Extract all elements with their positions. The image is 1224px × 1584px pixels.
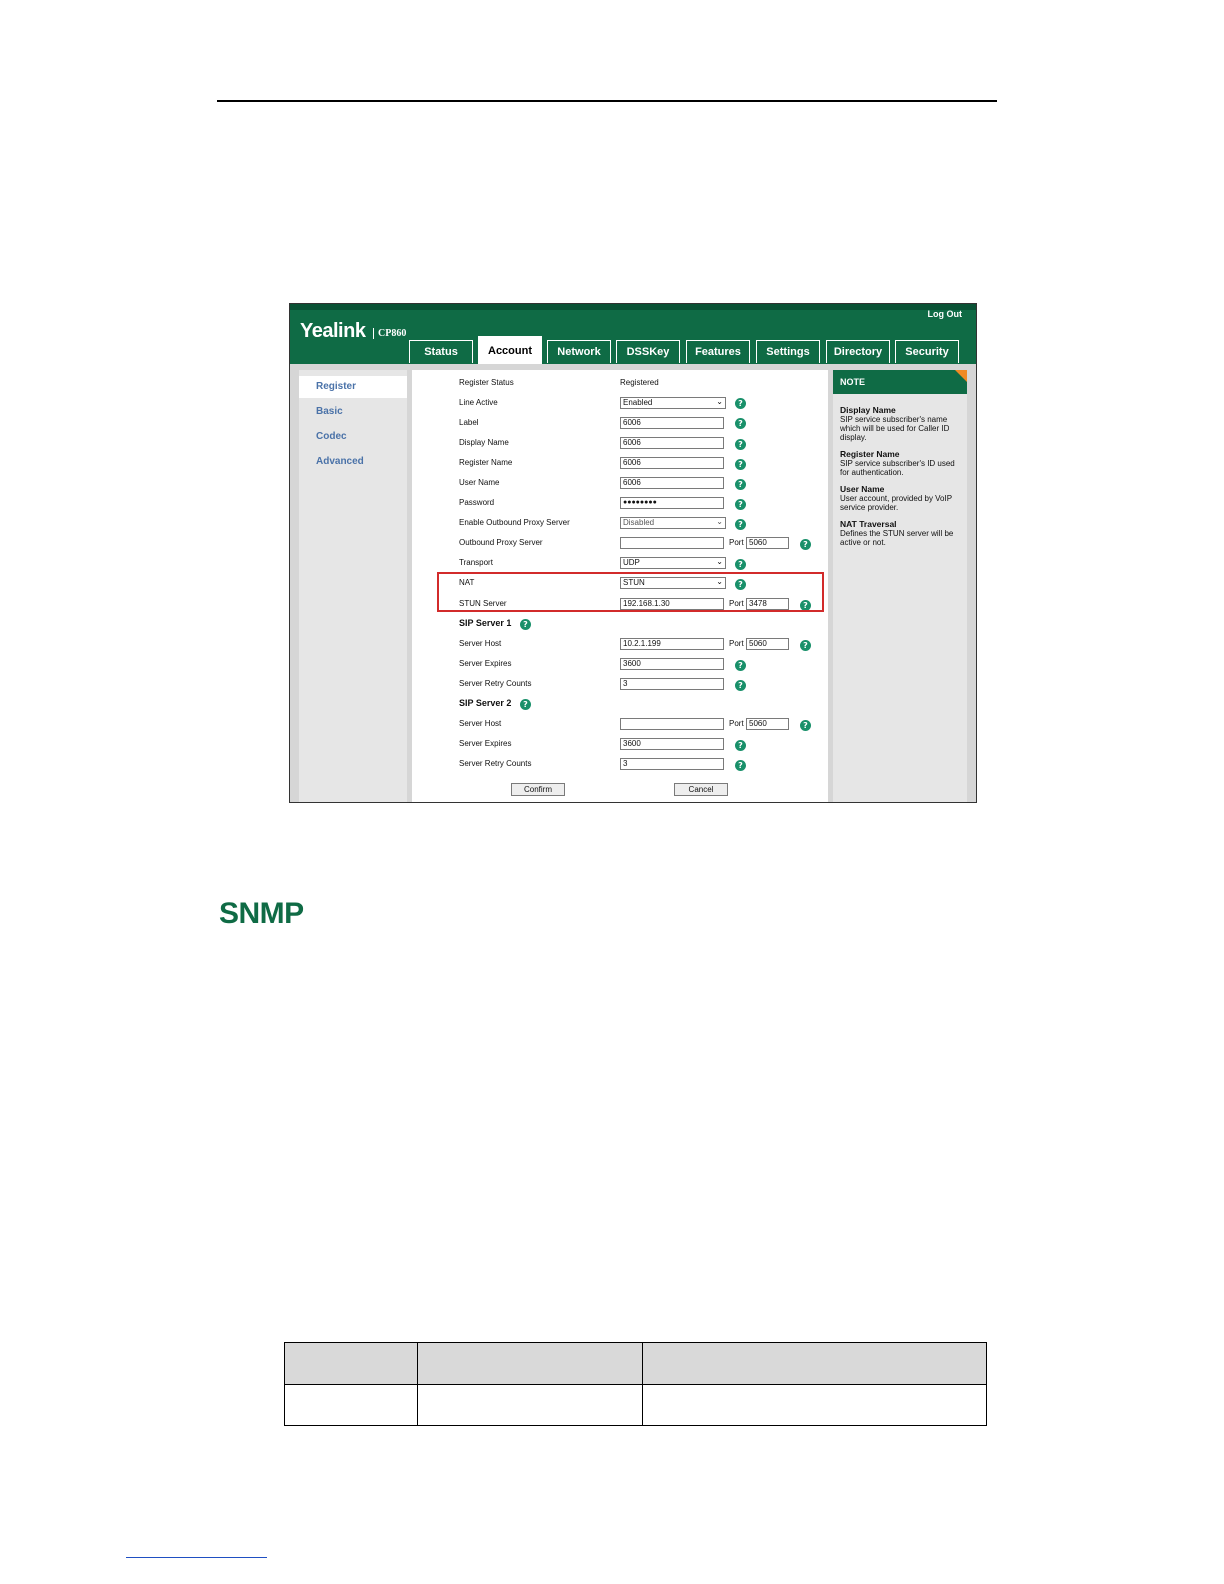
port-label: Port <box>729 639 744 648</box>
port-label: Port <box>729 538 744 547</box>
help-icon[interactable]: ? <box>735 660 746 671</box>
outbound-enable-value: Disabled <box>623 518 655 527</box>
note-item-desc: User account, provided by VoIP service provider. <box>840 494 952 512</box>
nat-label: NAT <box>459 578 475 587</box>
web-ui-screenshot <box>289 303 977 803</box>
sidebar-item-codec[interactable]: Codec <box>316 431 347 442</box>
confirm-button[interactable]: Confirm <box>511 783 565 796</box>
yealink-logo: Yealink <box>300 320 366 342</box>
transport-select[interactable] <box>620 557 726 569</box>
header-strip <box>290 304 976 310</box>
table-cell <box>643 1385 987 1426</box>
table-header-row <box>285 1343 987 1385</box>
outbound-server-input[interactable] <box>620 537 724 549</box>
note-item-desc: Defines the STUN server will be active or not. <box>840 529 954 547</box>
help-icon[interactable]: ? <box>735 418 746 429</box>
section-heading: SNMP <box>219 897 304 930</box>
note-item-title: User Name <box>840 484 885 494</box>
sidebar <box>299 370 407 803</box>
sip1-port-input[interactable]: 5060 <box>746 638 789 650</box>
label-label: Label <box>459 418 479 427</box>
display-name-input[interactable]: 6006 <box>620 437 724 449</box>
help-icon[interactable]: ? <box>735 760 746 771</box>
help-icon[interactable]: ? <box>735 740 746 751</box>
table-cell <box>285 1385 418 1426</box>
table-cell <box>418 1385 643 1426</box>
help-icon[interactable]: ? <box>735 559 746 570</box>
line-active-label: Line Active <box>459 398 498 407</box>
table-header-cell <box>285 1343 418 1385</box>
header-bar <box>290 304 976 364</box>
tab-account[interactable]: Account <box>478 336 542 364</box>
password-input[interactable]: ●●●●●●●● <box>620 497 724 509</box>
tab-network[interactable]: Network <box>547 340 611 363</box>
chevron-down-icon: ⌄ <box>716 577 723 586</box>
register-name-label: Register Name <box>459 458 513 467</box>
sip1-expires-input[interactable]: 3600 <box>620 658 724 670</box>
parameter-table <box>284 1342 987 1426</box>
sip2-retry-label: Server Retry Counts <box>459 759 532 768</box>
port-label: Port <box>729 599 744 608</box>
tab-dsskey[interactable]: DSSKey <box>616 340 680 363</box>
nat-value: STUN <box>623 578 645 587</box>
note-item-title: Display Name <box>840 405 896 415</box>
note-item-desc: SIP service subscriber's name which will be used for Caller ID display. <box>840 415 950 442</box>
cancel-button[interactable]: Cancel <box>674 783 728 796</box>
note-body <box>840 406 962 555</box>
note-title: NOTE <box>833 370 967 394</box>
register-status-value: Registered <box>620 378 659 387</box>
sip2-retry-input[interactable]: 3 <box>620 758 724 770</box>
stun-server-label: STUN Server <box>459 599 507 608</box>
sip2-port-input[interactable]: 5060 <box>746 718 789 730</box>
help-icon[interactable]: ? <box>520 619 531 630</box>
help-icon[interactable]: ? <box>735 459 746 470</box>
outbound-server-label: Outbound Proxy Server <box>459 538 543 547</box>
register-name-input[interactable]: 6006 <box>620 457 724 469</box>
table-header-cell <box>418 1343 643 1385</box>
port-label: Port <box>729 719 744 728</box>
line-active-value: Enabled <box>623 398 653 407</box>
logout-link[interactable]: Log Out <box>927 309 962 319</box>
sip-server-1-title: SIP Server 1 <box>459 618 512 628</box>
help-icon[interactable]: ? <box>735 579 746 590</box>
line-active-select[interactable] <box>620 397 726 409</box>
help-icon[interactable]: ? <box>800 600 811 611</box>
nat-highlight-box <box>437 572 824 612</box>
password-label: Password <box>459 498 495 507</box>
footer-link-underline[interactable] <box>126 1557 267 1558</box>
note-item-title: Register Name <box>840 449 900 459</box>
help-icon[interactable]: ? <box>800 640 811 651</box>
stun-port-input[interactable]: 3478 <box>746 598 789 610</box>
model-label: CP860 <box>373 328 406 339</box>
sidebar-item-basic[interactable]: Basic <box>316 406 343 417</box>
table-row <box>285 1385 987 1426</box>
outbound-port-input[interactable]: 5060 <box>746 537 789 549</box>
tab-status[interactable]: Status <box>409 340 473 363</box>
note-corner-icon <box>955 370 967 382</box>
table-header-cell <box>643 1343 987 1385</box>
sip1-retry-input[interactable]: 3 <box>620 678 724 690</box>
tab-directory[interactable]: Directory <box>826 340 890 363</box>
transport-label: Transport <box>459 558 493 567</box>
transport-value: UDP <box>623 558 640 567</box>
tab-settings[interactable]: Settings <box>756 340 820 363</box>
help-icon[interactable]: ? <box>735 479 746 490</box>
help-icon[interactable]: ? <box>735 398 746 409</box>
chevron-down-icon: ⌄ <box>716 397 723 406</box>
stun-server-input[interactable]: 192.168.1.30 <box>620 598 724 610</box>
display-name-label: Display Name <box>459 438 509 447</box>
header-rule <box>217 100 997 102</box>
help-icon[interactable]: ? <box>735 439 746 450</box>
note-item-title: NAT Traversal <box>840 519 897 529</box>
outbound-enable-select[interactable] <box>620 517 726 529</box>
register-form <box>412 370 828 803</box>
sip2-expires-label: Server Expires <box>459 739 512 748</box>
user-name-input[interactable]: 6006 <box>620 477 724 489</box>
help-icon[interactable]: ? <box>735 519 746 530</box>
help-icon[interactable]: ? <box>520 699 531 710</box>
help-icon[interactable]: ? <box>800 539 811 550</box>
sidebar-item-register[interactable]: Register <box>299 376 407 398</box>
sip1-host-label: Server Host <box>459 639 502 648</box>
chevron-down-icon: ⌄ <box>716 517 723 526</box>
tab-features[interactable]: Features <box>686 340 750 363</box>
register-status-label: Register Status <box>459 378 514 387</box>
sip1-retry-label: Server Retry Counts <box>459 679 532 688</box>
note-item-desc: SIP service subscriber's ID used for authentication. <box>840 459 955 477</box>
help-icon[interactable]: ? <box>735 499 746 510</box>
user-name-label: User Name <box>459 478 500 487</box>
help-icon[interactable]: ? <box>800 720 811 731</box>
tab-security[interactable]: Security <box>895 340 959 363</box>
sip1-host-input[interactable]: 10.2.1.199 <box>620 638 724 650</box>
sip2-expires-input[interactable]: 3600 <box>620 738 724 750</box>
sidebar-item-advanced[interactable]: Advanced <box>316 456 364 467</box>
label-input[interactable]: 6006 <box>620 417 724 429</box>
chevron-down-icon: ⌄ <box>716 557 723 566</box>
outbound-enable-label: Enable Outbound Proxy Server <box>459 518 570 527</box>
sip1-expires-label: Server Expires <box>459 659 512 668</box>
sip2-host-label: Server Host <box>459 719 502 728</box>
sip2-host-input[interactable] <box>620 718 724 730</box>
sip-server-2-title: SIP Server 2 <box>459 698 512 708</box>
note-panel <box>833 370 967 803</box>
help-icon[interactable]: ? <box>735 680 746 691</box>
